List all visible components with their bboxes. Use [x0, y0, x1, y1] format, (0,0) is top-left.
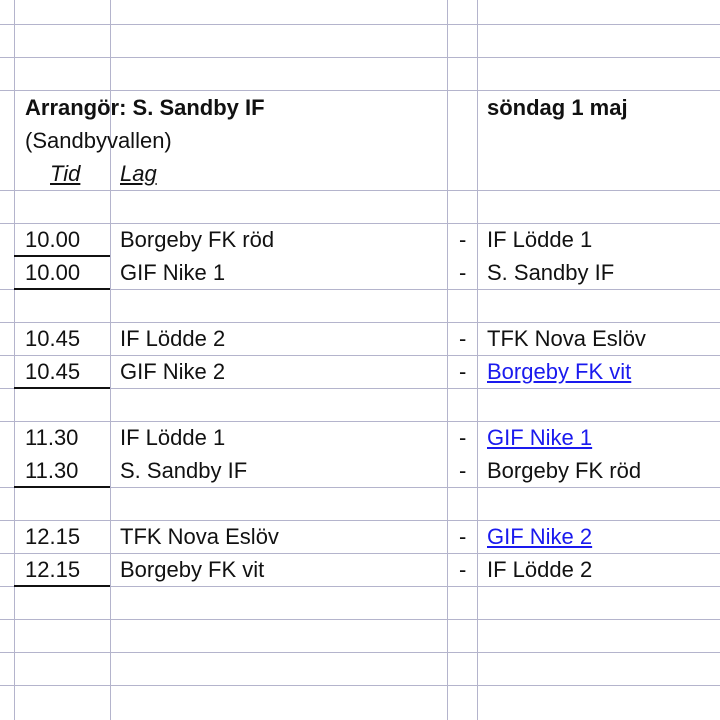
venue-label: (Sandbyvallen) [25, 128, 172, 153]
home-team: IF Lödde 2 [120, 326, 226, 351]
column-gridline [447, 0, 448, 720]
match-time: 11.30 [25, 458, 79, 483]
row-gridline [0, 57, 720, 58]
match-separator: - [459, 557, 467, 582]
away-team[interactable]: GIF Nike 2 [487, 524, 593, 549]
home-team: GIF Nike 2 [120, 359, 226, 384]
arranger-label: Arrangör: S. Sandby IF [25, 95, 265, 120]
row-gridline [0, 520, 720, 521]
row-gridline [0, 652, 720, 653]
row-gridline [0, 685, 720, 686]
away-team: Borgeby FK röd [487, 458, 642, 483]
match-separator: - [459, 524, 467, 549]
away-team[interactable]: Borgeby FK vit [487, 359, 632, 384]
home-team: Borgeby FK vit [120, 557, 265, 582]
match-separator: - [459, 227, 467, 252]
match-time: 12.15 [25, 557, 81, 582]
match-separator: - [459, 260, 467, 285]
time-column-header: Tid [50, 161, 81, 186]
home-team: IF Lödde 1 [120, 425, 226, 450]
away-team: IF Lödde 1 [487, 227, 593, 252]
row-gridline [0, 619, 720, 620]
match-time: 10.00 [25, 227, 81, 252]
row-gridline [0, 553, 720, 554]
match-time: 10.45 [25, 326, 81, 351]
away-team[interactable]: GIF Nike 1 [487, 425, 593, 450]
home-team: GIF Nike 1 [120, 260, 226, 285]
column-gridline [14, 0, 15, 720]
match-separator: - [459, 458, 467, 483]
row-gridline [0, 421, 720, 422]
away-team: IF Lödde 2 [487, 557, 593, 582]
row-gridline [0, 24, 720, 25]
match-time: 12.15 [25, 524, 81, 549]
row-gridline [0, 223, 720, 224]
away-team: TFK Nova Eslöv [487, 326, 646, 351]
home-team: TFK Nova Eslöv [120, 524, 279, 549]
match-time: 10.00 [25, 260, 81, 285]
match-time: 11.30 [25, 425, 79, 450]
match-separator: - [459, 359, 467, 384]
match-separator: - [459, 326, 467, 351]
home-team: Borgeby FK röd [120, 227, 275, 252]
away-team: S. Sandby IF [487, 260, 615, 285]
match-separator: - [459, 425, 467, 450]
row-gridline [0, 190, 720, 191]
home-team: S. Sandby IF [120, 458, 248, 483]
match-time: 10.45 [25, 359, 81, 384]
column-gridline [477, 0, 478, 720]
date-label: söndag 1 maj [487, 95, 628, 120]
team-column-header: Lag [120, 161, 157, 186]
